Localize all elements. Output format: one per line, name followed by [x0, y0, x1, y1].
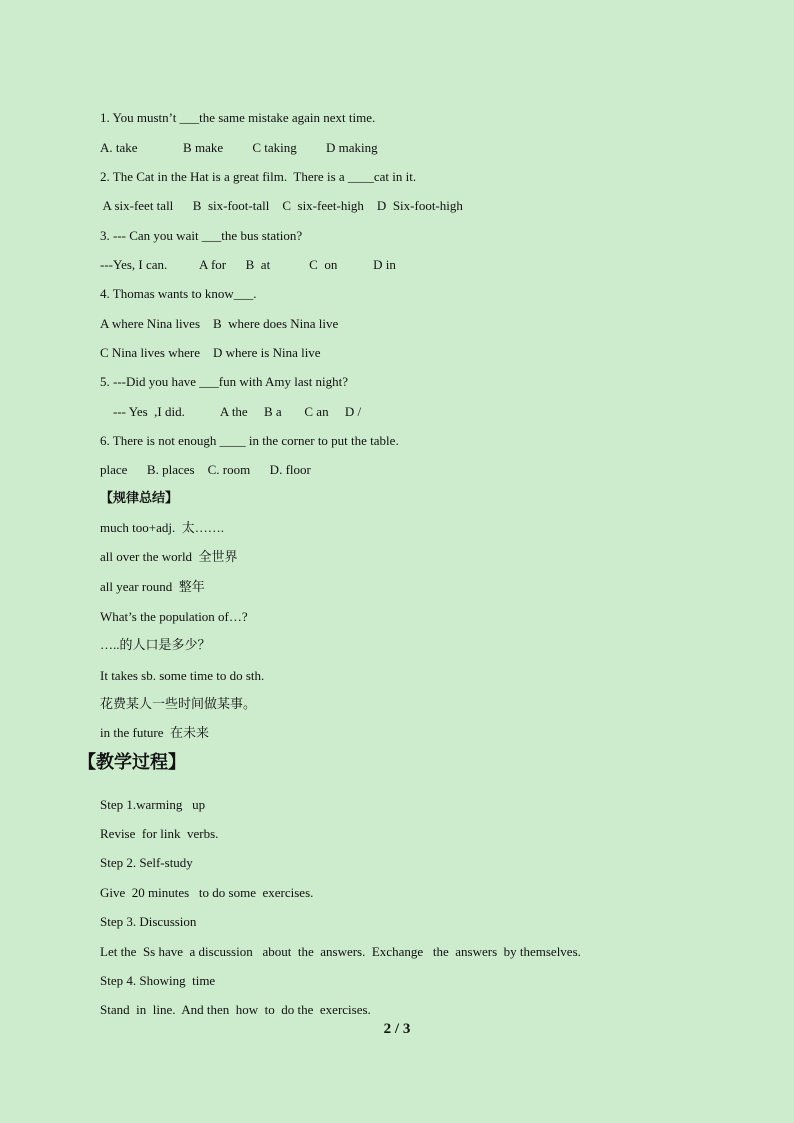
process-step-4-detail: Stand in line. And then how to do the exercises.: [100, 1002, 371, 1017]
question-2-options: A six-feet tall B six-foot-tall C six-feet-high D Six-foot-high: [100, 198, 463, 213]
question-4-options-ab: A where Nina lives B where does Nina live: [100, 316, 339, 331]
process-step-1: Step 1.warming up: [100, 797, 206, 812]
question-1: 1. You mustn’t ___the same mistake again next time.: [100, 110, 376, 125]
summary-item-3: all year round 整年: [100, 579, 205, 594]
question-3: 3. --- Can you wait ___the bus station?: [100, 228, 303, 243]
question-1-options: A. take B make C taking D making: [100, 140, 378, 155]
question-3-options: ---Yes, I can. A for B at C on D in: [100, 257, 396, 272]
process-step-1-detail: Revise for link verbs.: [100, 826, 219, 841]
question-4-options-cd: C Nina lives where D where is Nina live: [100, 345, 321, 360]
summary-item-5: …..的人口是多少？: [100, 637, 211, 652]
question-2: 2. The Cat in the Hat is a great film. There is a ____cat in it.: [100, 169, 417, 184]
summary-item-2: all over the world 全世界: [100, 549, 238, 564]
question-6: 6. There is not enough ____ in the corner to put the table.: [100, 433, 399, 448]
process-title: 【教学过程】: [78, 752, 186, 772]
process-step-3: Step 3. Discussion: [100, 914, 197, 929]
process-step-2-detail: Give 20 minutes to do some exercises.: [100, 885, 314, 900]
process-step-2: Step 2. Self-study: [100, 855, 193, 870]
summary-item-8: in the future 在未来: [100, 725, 210, 740]
question-6-options: place B. places C. room D. floor: [100, 462, 311, 477]
process-step-4: Step 4. Showing time: [100, 973, 216, 988]
summary-title: 【规律总结】: [100, 490, 179, 505]
summary-item-4: What’s the population of…?: [100, 609, 248, 624]
process-step-3-detail: Let the Ss have a discussion about the answers. Exchange the answers by themselves.: [100, 944, 581, 959]
summary-item-6: It takes sb. some time to do sth.: [100, 668, 265, 683]
question-5-options: --- Yes ,I did. A the B a C an D /: [100, 404, 362, 419]
question-4: 4. Thomas wants to know___.: [100, 286, 257, 301]
summary-item-7: 花费某人一些时间做某事。: [100, 696, 257, 711]
question-5: 5. ---Did you have ___fun with Amy last night?: [100, 374, 349, 389]
summary-item-1: much too+adj. 太…….: [100, 520, 224, 535]
page-number: 2 / 3: [383, 1021, 411, 1037]
